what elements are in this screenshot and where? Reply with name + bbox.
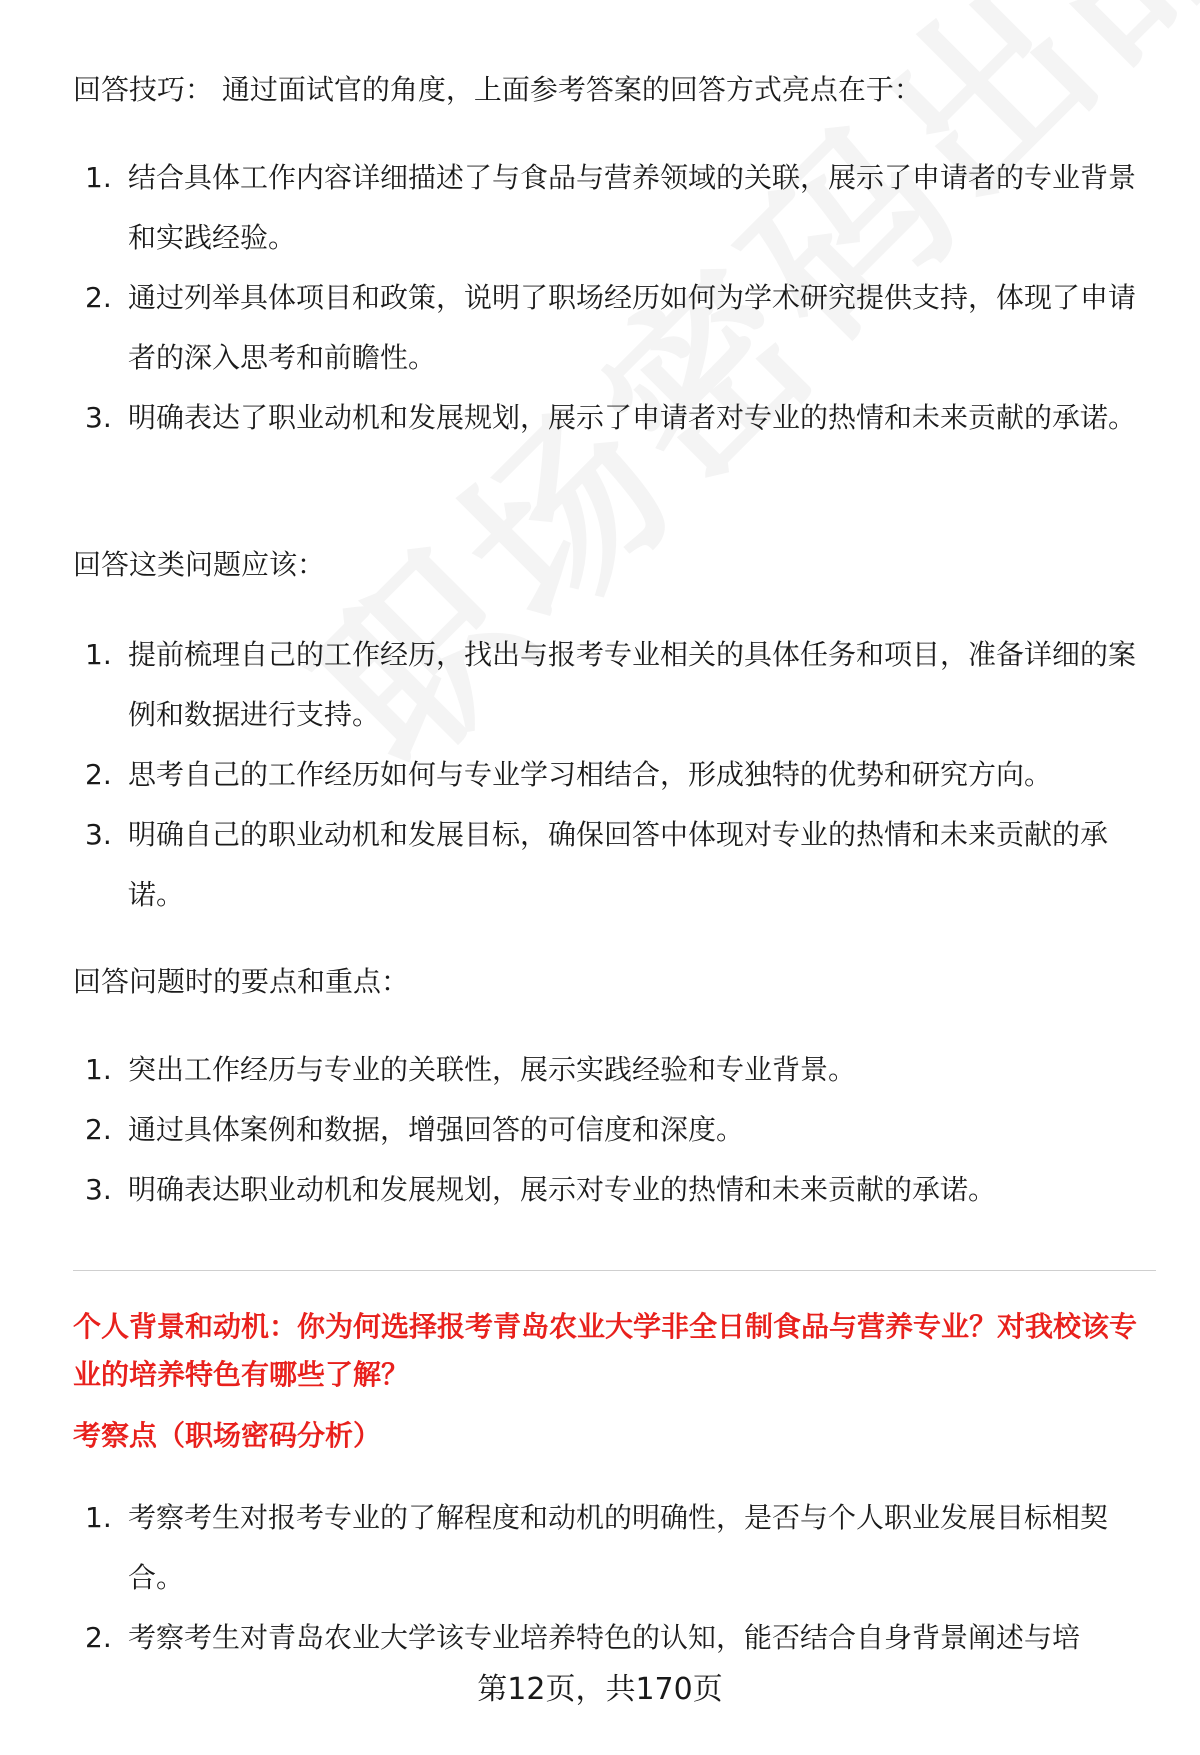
section-heading-key-points: 回答问题时的要点和重点：	[73, 965, 410, 998]
list-item-text: 通过列举具体项目和政策，说明了职场经历如何为学术研究提供支持，体现了申请者的深入思考和前瞻性。	[128, 281, 1137, 374]
list-item	[73, 1488, 1153, 1608]
page-footer: 第12页，共170页	[477, 1672, 723, 1707]
should-list	[73, 625, 1153, 925]
list-item	[73, 1160, 1153, 1220]
list-item	[73, 148, 1153, 268]
list-number: 2.	[85, 281, 112, 314]
list-item-text: 思考自己的工作经历如何与专业学习相结合，形成独特的优势和研究方向。	[128, 758, 1053, 791]
list-item	[73, 1040, 1153, 1100]
list-number: 2.	[85, 758, 112, 791]
list-item-text: 明确表达了职业动机和发展规划，展示了申请者对专业的热情和未来贡献的承诺。	[128, 401, 1137, 434]
list-item-text: 考察考生对报考专业的了解程度和动机的明确性，是否与个人职业发展目标相契合。	[128, 1501, 1109, 1594]
list-item	[73, 268, 1153, 388]
list-item	[73, 805, 1153, 925]
question-heading: 个人背景和动机：你为何选择报考青岛农业大学非全日制食品与营养专业？对我校该专业的培养特色有哪些了解？	[73, 1310, 1138, 1391]
intro-text: 回答技巧： 通过面试官的角度，上面参考答案的回答方式亮点在于：	[73, 73, 922, 106]
list-item	[73, 388, 1153, 448]
exam-points-list	[73, 1488, 1153, 1668]
section-divider	[73, 1270, 1156, 1271]
list-item	[73, 745, 1153, 805]
list-item-text: 通过具体案例和数据，增强回答的可信度和深度。	[128, 1113, 745, 1146]
list-item-text: 考察考生对青岛农业大学该专业培养特色的认知，能否结合自身背景阐述与培	[128, 1621, 1081, 1654]
list-number: 3.	[85, 1173, 112, 1206]
list-item-text: 明确表达职业动机和发展规划，展示对专业的热情和未来贡献的承诺。	[128, 1173, 997, 1206]
exam-points-heading: 考察点（职场密码分析）	[73, 1419, 382, 1452]
list-number: 2.	[85, 1113, 112, 1146]
highlights-list	[73, 148, 1153, 448]
list-item-text: 突出工作经历与专业的关联性，展示实践经验和专业背景。	[128, 1053, 857, 1086]
list-item	[73, 625, 1153, 745]
list-number: 1.	[85, 1053, 112, 1086]
list-number: 1.	[85, 1501, 112, 1534]
list-item	[73, 1100, 1153, 1160]
list-item	[73, 1608, 1153, 1668]
list-item-text: 结合具体工作内容详细描述了与食品与营养领域的关联，展示了申请者的专业背景和实践经验。	[128, 161, 1137, 254]
list-number: 1.	[85, 161, 112, 194]
key-points-list	[73, 1040, 1153, 1220]
list-item-text: 明确自己的职业动机和发展目标，确保回答中体现对专业的热情和未来贡献的承诺。	[128, 818, 1109, 911]
list-item-text: 提前梳理自己的工作经历，找出与报考专业相关的具体任务和项目，准备详细的案例和数据进行支持。	[128, 638, 1137, 731]
section-heading-should: 回答这类问题应该：	[73, 548, 326, 581]
list-number: 2.	[85, 1621, 112, 1654]
list-number: 3.	[85, 401, 112, 434]
list-number: 1.	[85, 638, 112, 671]
list-number: 3.	[85, 818, 112, 851]
